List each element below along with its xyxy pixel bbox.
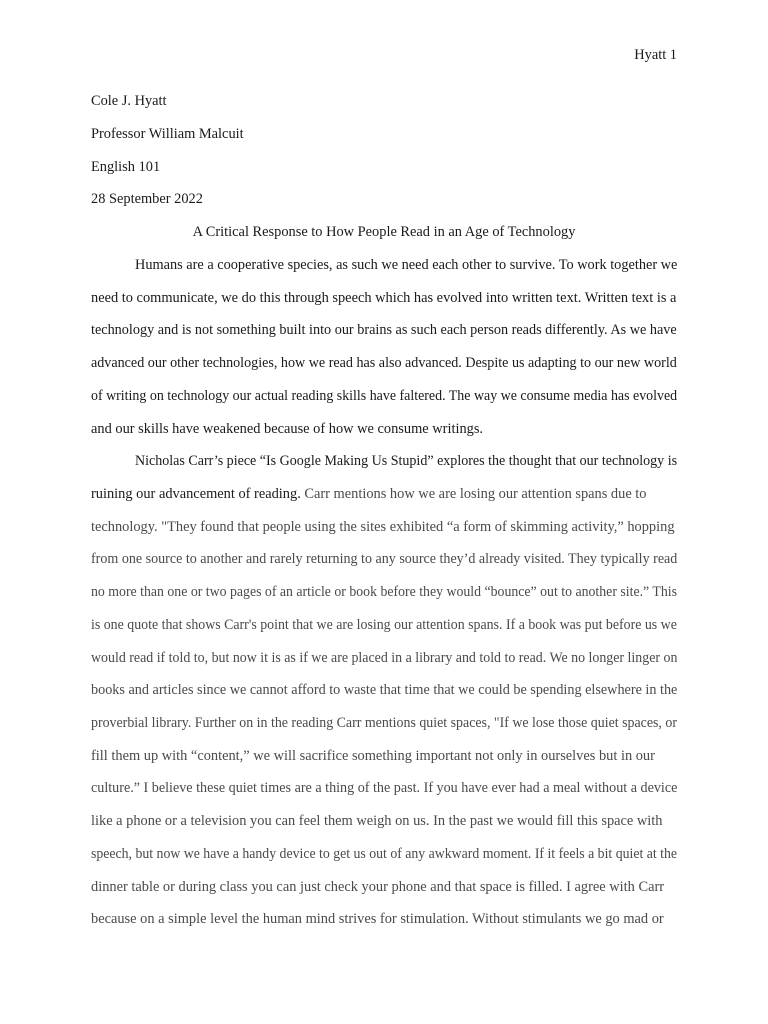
paragraph-line: Nicholas Carr’s piece “Is Google Making Us Stupid” explores the thought that our technology is <box>135 453 678 469</box>
paragraph-line: speech, but now we have a handy device to get us out of any awkward moment. If it feels a bit quiet at the <box>91 846 678 862</box>
paragraph-line: need to communicate, we do this through speech which has evolved into written text. Written text is a <box>91 290 677 306</box>
paragraph-line: from one source to another and rarely returning to any source they’d already visited. They typically read <box>91 551 678 567</box>
paragraph-line: dinner table or during class you can just check your phone and that space is filled. I agree with Carr <box>91 879 665 895</box>
paragraph-line: technology. "They found that people using the sites exhibited “a form of skimming activity,” hopping <box>91 519 675 535</box>
paragraph-line: because on a simple level the human mind strives for stimulation. Without stimulants we go mad or <box>91 911 664 927</box>
essay-title: A Critical Response to How People Read in an Age of Technology <box>192 224 576 240</box>
paragraph-line: is one quote that shows Carr's point that we are losing our attention spans. If a book was put before us we <box>91 617 677 633</box>
paragraph-line: would read if told to, but now it is as if we are placed in a library and told to read. We no longer linger on <box>91 650 678 666</box>
paragraph-line: advanced our other technologies, how we read has also advanced. Despite us adapting to our new world <box>91 355 677 371</box>
paragraph-line: proverbial library. Further on in the reading Carr mentions quiet spaces, "If we lose those quiet spaces, or <box>91 715 677 731</box>
paragraph-line: fill them up with “content,” we will sacrifice something important not only in ourselves but in our <box>91 748 655 764</box>
paragraph-line <box>91 484 647 504</box>
paragraph-line: books and articles since we cannot afford to waste that time that we could be spending elsewhere in the <box>91 682 678 698</box>
paragraph-line: culture.” I believe these quiet times are a thing of the past. If you have ever had a meal without a device <box>91 780 678 796</box>
author-name: Cole J. Hyatt <box>91 93 167 109</box>
paragraph-line-dark-segment: ruining our advancement of reading. <box>91 486 301 502</box>
paragraph-line: Humans are a cooperative species, as such we need each other to survive. To work together we <box>135 257 678 273</box>
paragraph-line: no more than one or two pages of an article or book before they would “bounce” out to another site.” This <box>91 584 677 600</box>
paragraph-line: and our skills have weakened because of how we consume writings. <box>91 421 484 437</box>
paragraph-line: like a phone or a television you can feel them weigh on us. In the past we would fill this space with <box>91 813 663 829</box>
instructor-name: Professor William Malcuit <box>91 126 244 142</box>
paragraph-line: of writing on technology our actual reading skills have faltered. The way we consume media has evolved <box>91 388 678 404</box>
course-name: English 101 <box>91 159 161 175</box>
running-head: Hyatt 1 <box>634 47 677 63</box>
paragraph-line-gray-segment: Carr mentions how we are losing our attention spans due to <box>300 486 647 502</box>
essay-date: 28 September 2022 <box>91 191 203 207</box>
paragraph-line: technology and is not something built into our brains as such each person reads differently. As we have <box>91 322 677 338</box>
